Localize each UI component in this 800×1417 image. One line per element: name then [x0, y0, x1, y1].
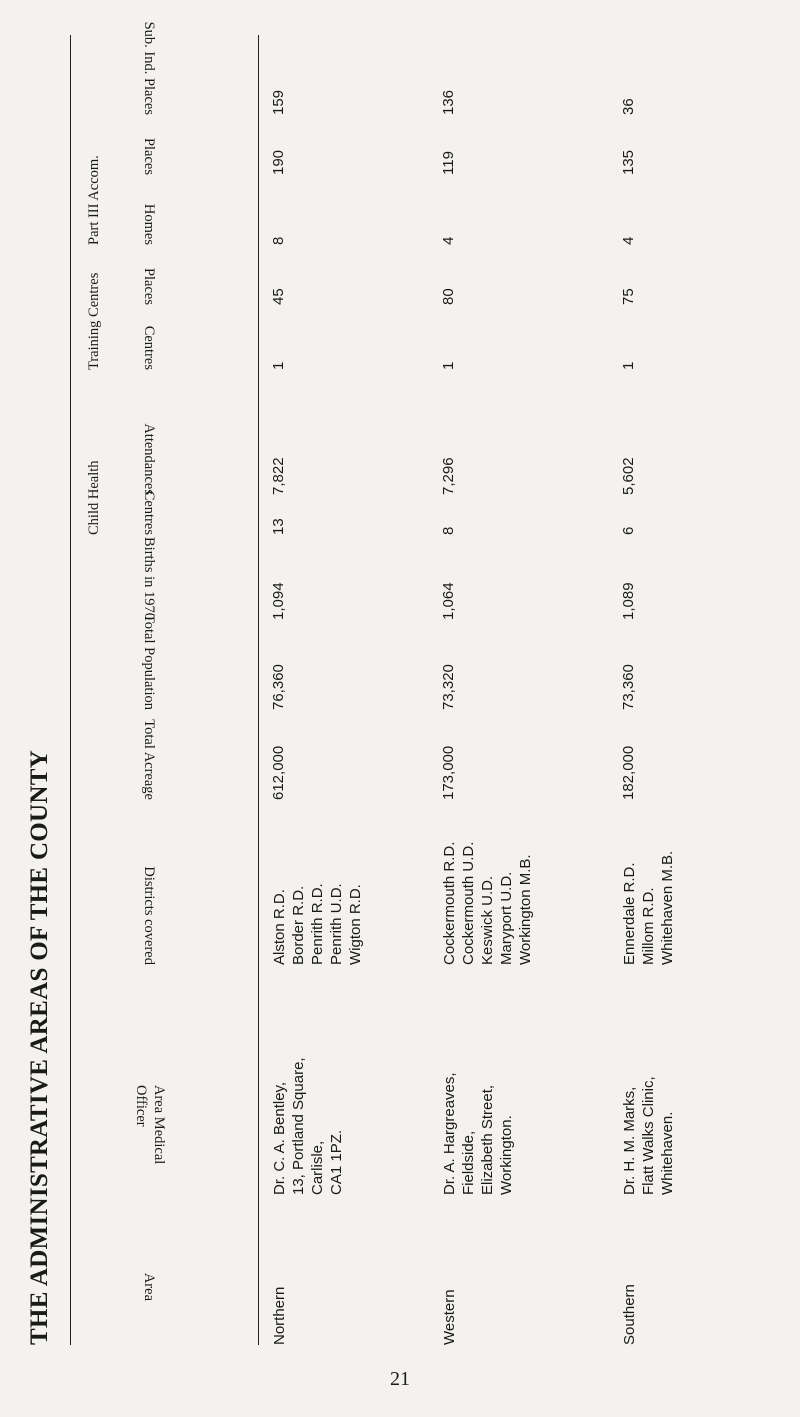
chc-centres: 8: [440, 526, 457, 535]
table-row: [620, 35, 740, 1345]
header-chc-centres: Centres: [141, 490, 157, 535]
area-name: Southern: [621, 1284, 638, 1345]
chc-attendances: 5,602: [620, 457, 637, 495]
districts-list: Cockermouth R.D. Cockermouth U.D. Keswick U.D. Maryport U.D. Workington M.B.: [441, 841, 534, 965]
area-name: Northern: [271, 1286, 288, 1345]
acc-sub-ind: 136: [440, 89, 457, 115]
header-chc-attendances: Attendances: [141, 423, 157, 495]
area-name: Western: [441, 1289, 458, 1345]
acc-places: 135: [620, 149, 637, 175]
acc-sub-ind: 36: [620, 98, 637, 115]
chc-attendances: 7,822: [270, 457, 287, 495]
header-acc-homes: Homes: [141, 203, 157, 245]
page-title: THE ADMINISTRATIVE AREAS OF THE COUNTY: [26, 749, 53, 1345]
acc-places: 119: [440, 151, 457, 175]
population: 73,360: [620, 664, 637, 710]
header-districts: Districts covered: [141, 866, 157, 965]
acc-homes: 4: [620, 236, 637, 245]
header-tc-centres: Centres: [141, 325, 157, 370]
tc-places: 80: [440, 288, 457, 305]
districts-list: Alston R.D. Border R.D. Penrith R.D. Penrith U.D. Wigton R.D.: [271, 883, 364, 965]
population: 76,360: [270, 664, 287, 710]
acc-homes: 8: [270, 236, 287, 245]
acreage: 612,000: [270, 745, 287, 800]
group-child-health: Child Health: [86, 460, 102, 535]
tc-centres: 1: [270, 361, 287, 370]
header-population: Total Population: [141, 613, 157, 710]
tc-places: 75: [620, 288, 637, 305]
header-rule: [258, 35, 259, 1345]
header-area: Area: [141, 1272, 157, 1301]
header-acreage: Total Acreage: [141, 719, 157, 800]
acc-sub-ind: 159: [270, 89, 287, 115]
births: 1,064: [440, 582, 457, 620]
births: 1,094: [270, 582, 287, 620]
chc-attendances: 7,296: [440, 457, 457, 495]
header-acc-places: Places: [141, 137, 157, 175]
rotated-table-frame: [20, 21, 790, 1345]
acc-homes: 4: [440, 236, 457, 245]
table-row: [440, 35, 590, 1345]
group-part-iii-accom: Part III Accom.: [86, 155, 102, 245]
tc-centres: 1: [440, 361, 457, 370]
population: 73,320: [440, 664, 457, 710]
page-number: 21: [390, 1368, 410, 1390]
acreage: 182,000: [620, 745, 637, 800]
title-rule: [70, 35, 71, 1345]
medical-officer: Dr. C. A. Bentley, 13, Portland Square, Carlisle, CA1 1PZ.: [271, 1057, 345, 1195]
chc-centres: 6: [620, 526, 637, 535]
tc-centres: 1: [620, 361, 637, 370]
table-row: [270, 35, 420, 1345]
header-tc-places: Places: [141, 267, 157, 305]
header-medical-officer: Area Medical Officer: [133, 1085, 167, 1165]
medical-officer: Dr. A. Hargreaves, Fieldside, Elizabeth Street, Workington.: [441, 1072, 515, 1195]
districts-list: Ennerdale R.D. Millom R.D. Whitehaven M.B.: [621, 850, 676, 965]
births: 1,089: [620, 582, 637, 620]
header-acc-sub-ind: Sub. Ind. Places: [141, 21, 157, 115]
acreage: 173,000: [440, 745, 457, 800]
header-births: Births in 1970: [141, 537, 157, 620]
chc-centres: 13: [270, 518, 287, 535]
group-training-centres: Training Centres: [86, 272, 102, 370]
medical-officer: Dr. H. M. Marks, Flatt Walks Clinic, Whitehaven.: [621, 1076, 676, 1195]
acc-places: 190: [270, 149, 287, 175]
tc-places: 45: [270, 288, 287, 305]
